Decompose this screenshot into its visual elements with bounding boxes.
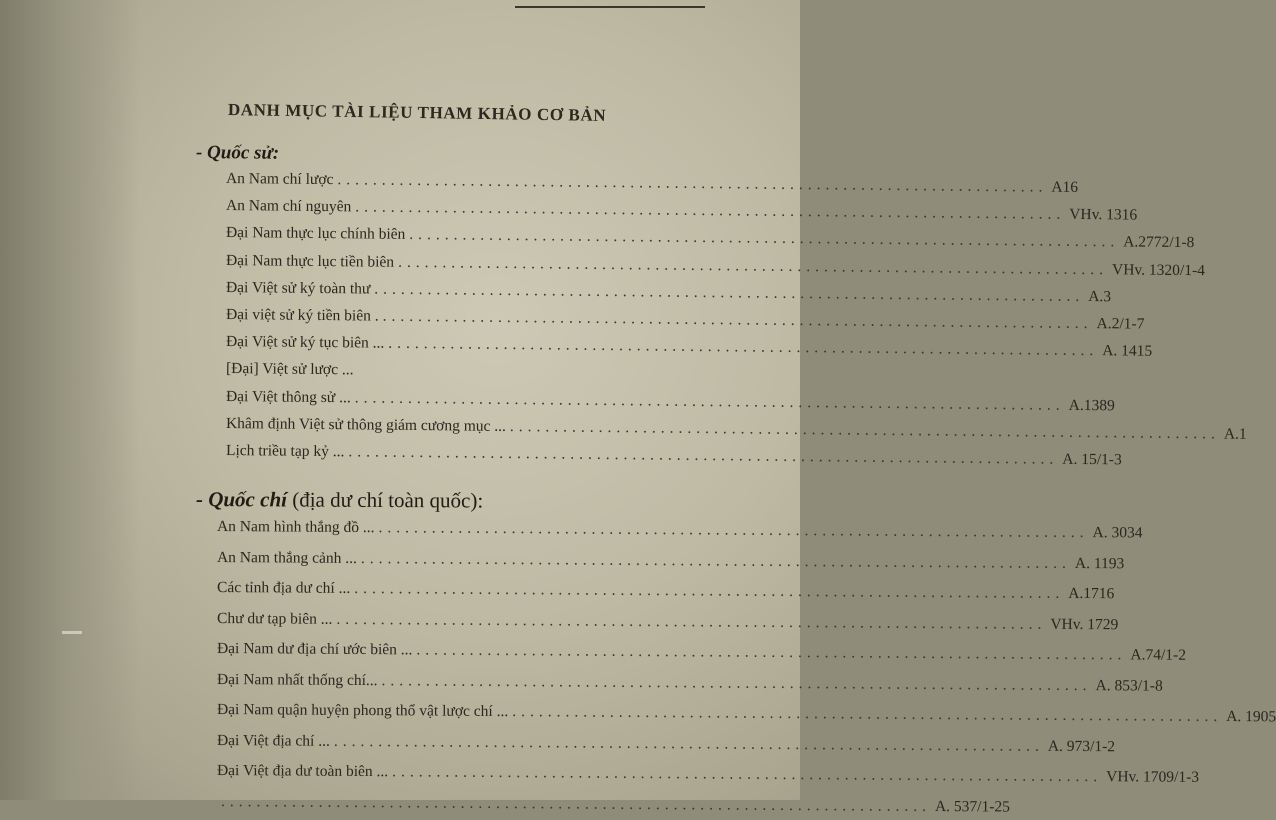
entry-call-number: A.1389 — [1068, 396, 1115, 414]
dot-leader: ................................................................................ — [348, 443, 1059, 468]
entry-call-number: A.3 — [1088, 287, 1112, 306]
reference-entry — [225, 224, 1195, 252]
reference-entry — [216, 518, 1143, 544]
dot-leader: ................................................................................ — [509, 417, 1220, 443]
stitch-mark — [62, 631, 82, 634]
entry-call-number: A.2/1-7 — [1096, 315, 1145, 333]
reference-entry — [225, 170, 1079, 197]
entry-call-number: VHv. 1709/1-3 — [1106, 768, 1200, 786]
reference-entry — [216, 548, 1125, 575]
dot-leader: ................................................................................ — [398, 253, 1109, 278]
entry-call-number: A. 853/1-8 — [1095, 676, 1163, 695]
binding-shadow — [0, 0, 140, 800]
dot-leader: ................................................................................ — [354, 388, 1065, 414]
reference-entry — [225, 197, 1138, 224]
dot-leader: ................................................................................ — [336, 610, 1047, 633]
reference-entry — [225, 414, 1247, 443]
section-heading-quoc-chi — [196, 487, 483, 514]
reference-entry — [217, 792, 1010, 819]
top-rule — [515, 0, 705, 8]
entry-call-number: A. 1193 — [1074, 554, 1125, 572]
entry-title: An Nam chí nguyên — [225, 197, 352, 216]
entry-call-number: A. 973/1-2 — [1047, 737, 1116, 755]
entry-title: An Nam chí lược — [225, 170, 334, 189]
entry-call-number: VHv. 1316 — [1069, 206, 1138, 224]
entry-title: Đại Việt địa dư toàn biên ... — [216, 762, 389, 781]
dot-leader: ................................................................................ — [381, 671, 1092, 694]
dot-leader — [358, 375, 706, 379]
entry-title: Đại Việt sử ký tục biên ... — [225, 333, 385, 352]
reference-entry — [225, 442, 1122, 469]
page-heading: DANH MỤC TÀI LIỆU THAM KHẢO CƠ BẢN — [227, 100, 607, 125]
reference-entry — [216, 579, 1115, 605]
entry-title: Đại Nam thực lục chính biên — [225, 224, 406, 244]
reference-entry — [216, 670, 1163, 697]
entry-title: Đại Việt địa chí ... — [216, 731, 330, 750]
dot-leader: ................................................................................ — [333, 732, 1044, 755]
reference-entry — [226, 360, 710, 387]
reference-entry — [216, 762, 1200, 788]
entry-call-number: A.1716 — [1068, 584, 1115, 603]
entry-title: Khâm định Việt sử thông giám cương mục ... — [225, 414, 507, 435]
entry-title: Lịch triều tạp kỷ ... — [225, 442, 345, 461]
dot-leader: ................................................................................ — [382, 307, 1093, 333]
dot-leader: ................................................................................ — [360, 549, 1071, 572]
entry-call-number: A.74/1-2 — [1130, 646, 1187, 664]
entry-call-number: A. 1905 — [1226, 708, 1276, 726]
entry-call-number: A. 3034 — [1092, 524, 1143, 542]
section-title: Quốc chí — [208, 487, 288, 512]
entry-title: Đại việt sử ký tiền biên . — [225, 306, 379, 325]
dot-leader: ................................................................................ — [378, 519, 1089, 542]
dot-leader: ................................................................................ — [416, 641, 1127, 664]
dot-leader: ................................................................................ — [337, 171, 1048, 196]
entry-title: Đại Nam quận huyện phong thổ vật lược chí ... — [216, 701, 509, 721]
entry-call-number: A. 537/1-25 — [934, 797, 1010, 816]
dot-leader: ................................................................................ — [354, 579, 1065, 602]
reference-entry — [225, 333, 1153, 360]
section-title: Quốc sử: — [206, 142, 280, 164]
section-bullet: - — [195, 487, 204, 512]
entry-call-number: A. 1415 — [1102, 342, 1153, 360]
reference-entry — [225, 387, 1115, 415]
reference-entry — [225, 306, 1145, 333]
section-note: (địa dư chí toàn quốc): — [286, 487, 484, 513]
entry-title: Chư dư tạp biên ... — [216, 609, 333, 628]
section-heading-quoc-su — [196, 142, 279, 165]
dot-leader: ................................................................................ — [220, 792, 932, 815]
entry-call-number: A. 15/1-3 — [1062, 450, 1122, 469]
entry-title: [Đại] Việt sử lược ... — [225, 360, 354, 379]
entry-title: Đại Nam nhất thống chí... — [216, 670, 378, 689]
entry-call-number: A16 — [1051, 178, 1079, 196]
dot-leader: ................................................................................ — [512, 703, 1223, 726]
entry-title: An Nam hình thắng đồ ... — [216, 518, 375, 537]
entry-call-number: A.2772/1-8 — [1123, 233, 1195, 252]
entry-call-number: VHv. 1729 — [1050, 615, 1119, 633]
entry-title: Đại Việt thông sử ... — [225, 387, 351, 406]
dot-leader: ................................................................................ — [388, 334, 1099, 360]
entry-call-number: A.1 — [1223, 425, 1247, 443]
dot-leader: ................................................................................ — [409, 226, 1120, 251]
reference-entry — [216, 731, 1116, 758]
entry-title: Các tỉnh địa dư chí ... — [216, 579, 351, 597]
dot-leader: ................................................................................ — [355, 198, 1066, 223]
dot-leader: ................................................................................ — [392, 763, 1103, 786]
reference-entry — [216, 640, 1187, 666]
dot-leader: ................................................................................ — [374, 280, 1085, 305]
reference-entry — [216, 701, 1276, 727]
reference-entry — [216, 609, 1119, 636]
entry-title: Đại Nam thực lục tiền biên — [225, 251, 395, 271]
entry-title: Đại Việt sử ký toàn thư — [225, 278, 371, 298]
section-bullet: - — [195, 142, 203, 164]
entry-title: An Nam thắng cảnh ... — [216, 548, 357, 567]
entry-title: Đại Nam dư địa chí ước biên ... — [216, 640, 413, 659]
reference-entry — [225, 278, 1112, 306]
reference-entry — [225, 251, 1206, 279]
entry-call-number: VHv. 1320/1-4 — [1111, 260, 1206, 279]
